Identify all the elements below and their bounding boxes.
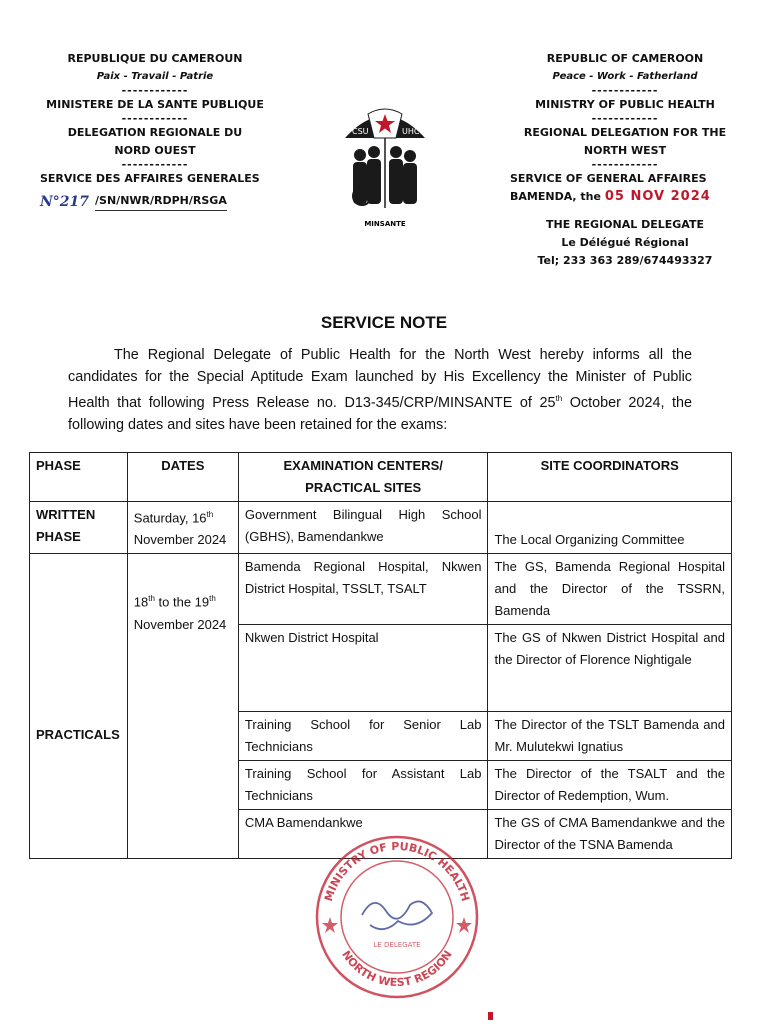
service-fr: SERVICE DES AFFAIRES GENERALES xyxy=(40,172,260,185)
center-cell: Nkwen District Hospital xyxy=(238,625,488,712)
seal-inner-text: LE DELEGATE xyxy=(373,941,421,949)
delegate-title-fr: Le Délégué Régional xyxy=(561,236,689,249)
separator: ------------ xyxy=(121,112,189,125)
header-phase: PHASE xyxy=(30,453,128,502)
center-cell: Government Bilingual High School (GBHS), Bamendankwe xyxy=(238,502,488,554)
place-date-line xyxy=(490,188,760,206)
coordinator-cell: The GS, Bamenda Regional Hospital and the Director of the TSSRN, Bamenda xyxy=(488,554,732,625)
date-cell: Saturday, 16th November 2024 xyxy=(127,502,238,554)
delegation-fr-line1: DELEGATION REGIONALE DU xyxy=(67,126,243,139)
separator: ------------ xyxy=(591,84,659,97)
emblem-csu: CSU xyxy=(352,127,369,136)
separator: ------------ xyxy=(121,84,189,97)
separator: ------------ xyxy=(591,112,659,125)
ministry-emblem xyxy=(340,100,430,230)
seal-bottom-text: NORTH WEST REGION xyxy=(339,948,455,990)
delegation-fr-line2: NORD OUEST xyxy=(114,144,196,157)
phase-cell: PRACTICALS xyxy=(30,554,128,859)
header-centers: EXAMINATION CENTERS/ PRACTICAL SITES xyxy=(238,453,488,502)
red-mark xyxy=(488,1012,493,1020)
coordinator-cell: The GS of Nkwen District Hospital and the Director of Florence Nightigale xyxy=(488,625,732,712)
ministry-fr: MINISTERE DE LA SANTE PUBLIQUE xyxy=(46,98,264,111)
official-seal-stamp xyxy=(312,835,482,1000)
exam-schedule-table xyxy=(29,452,732,859)
delegation-en-line2: NORTH WEST xyxy=(583,144,667,157)
reference-number: N°217 xyxy=(40,193,90,210)
header-left xyxy=(20,50,290,211)
phase-cell: WRITTEN PHASE xyxy=(30,502,128,554)
country-fr: REPUBLIQUE DU CAMEROUN xyxy=(67,52,243,65)
ministry-en: MINISTRY OF PUBLIC HEALTH xyxy=(535,98,715,111)
center-cell: Training School for Assistant Lab Technicians xyxy=(238,761,488,810)
emblem-caption: MINSANTE xyxy=(364,220,406,228)
header-right xyxy=(490,50,760,270)
place: BAMENDA, the xyxy=(510,190,601,203)
separator: ------------ xyxy=(121,158,189,171)
reference-suffix: /SN/NWR/RDPH/RSGA xyxy=(95,192,227,211)
separator: ------------ xyxy=(591,158,659,171)
document-title: SERVICE NOTE xyxy=(320,313,448,332)
coordinator-cell: The GS of CMA Bamendankwe and the Director of the TSNA Bamenda xyxy=(488,810,732,859)
intro-paragraph: The Regional Delegate of Public Health for the North West hereby informs all the candidates for the Special Aptitude Exam launched by His Excellency the Minister of Public Health that following Press Release no. D13-345/CRP/MINSANTE of 25th October 2024, the following dates and sites have been retained for the exams: xyxy=(68,347,692,433)
emblem-uhc: UHC xyxy=(402,127,420,136)
delegate-title: THE REGIONAL DELEGATE xyxy=(546,218,704,231)
table-header-row xyxy=(30,453,732,502)
country-en: REPUBLIC OF CAMEROON xyxy=(546,52,704,65)
table-row xyxy=(30,502,732,554)
header-coordinators: SITE COORDINATORS xyxy=(488,453,732,502)
center-cell: Bamenda Regional Hospital, Nkwen District Hospital, TSSLT, TSALT xyxy=(238,554,488,625)
date-cell: 18th to the 19th November 2024 xyxy=(127,554,238,859)
telephone: Tel; 233 363 289/674493327 xyxy=(537,254,713,267)
table-row xyxy=(30,554,732,625)
coordinator-cell: The Director of the TSALT and the Director of Redemption, Wum. xyxy=(488,761,732,810)
coordinator-cell: The Local Organizing Committee xyxy=(488,502,732,554)
coordinator-cell: The Director of the TSLT Bamenda and Mr. Mulutekwi Ignatius xyxy=(488,712,732,761)
motto-en: Peace - Work - Fatherland xyxy=(552,71,698,82)
center-cell: Training School for Senior Lab Technicians xyxy=(238,712,488,761)
header-dates: DATES xyxy=(127,453,238,502)
reference-line xyxy=(20,192,290,211)
center-cell: CMA Bamendankwe xyxy=(238,810,488,859)
date-stamp: 05 NOV 2024 xyxy=(604,189,711,204)
motto-fr: Paix - Travail - Patrie xyxy=(96,71,214,82)
seal-top-text: MINISTRY OF PUBLIC HEALTH xyxy=(321,839,473,903)
delegation-en-line1: REGIONAL DELEGATION FOR THE xyxy=(523,126,727,139)
service-en: SERVICE OF GENERAL AFFAIRES xyxy=(510,172,707,185)
